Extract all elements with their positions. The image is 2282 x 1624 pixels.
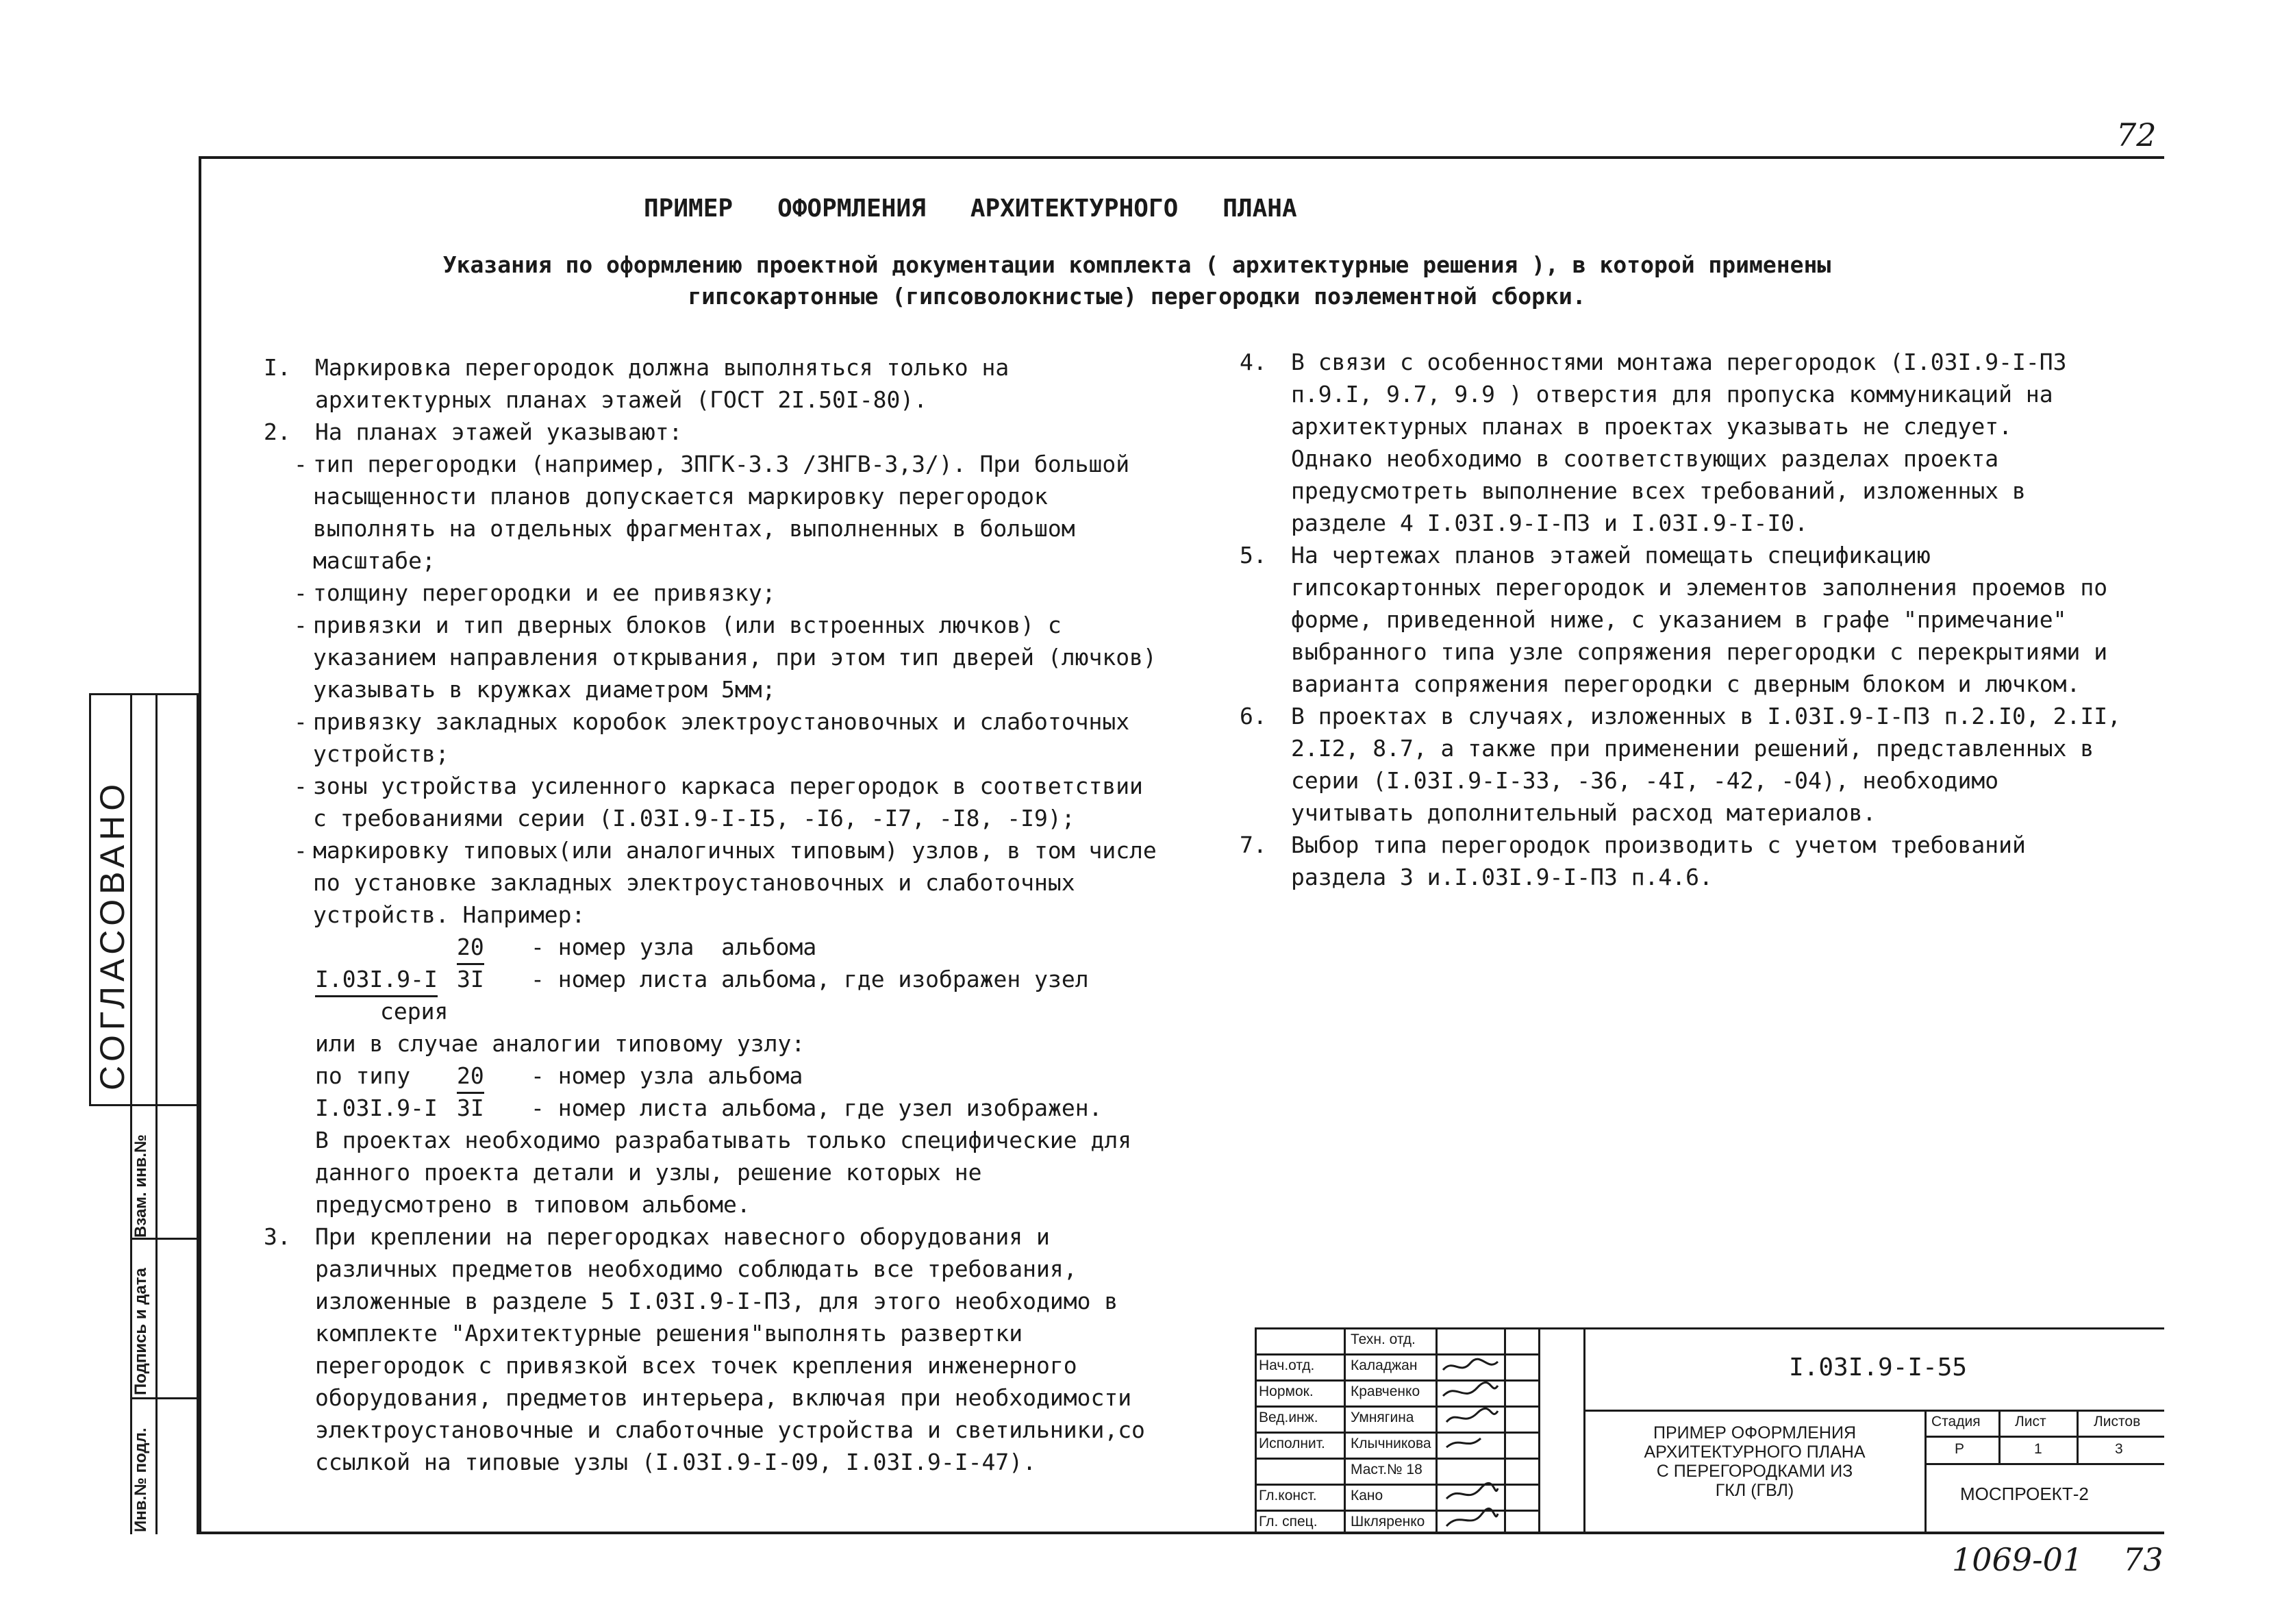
- dash-text: привязку закладных коробок электроустановочных и слаботочных устройств;: [313, 708, 1130, 767]
- ex2-node-desc: - номер узла альбома: [531, 1062, 803, 1089]
- role-label: Нормок.: [1259, 1384, 1314, 1399]
- sheets-label: Листов: [2094, 1414, 2141, 1429]
- item-number: I.: [264, 354, 291, 381]
- sheet-label: Лист: [2015, 1414, 2046, 1429]
- list-item: [1240, 346, 2123, 442]
- sheet-value: 1: [2034, 1441, 2042, 1457]
- dash-item: - зоны устройства усиленного каркаса перегородок в соответствии с требованиями серии (I.03I.9-I-I5, -I6, -I7, -I8, -I9);: [294, 770, 1168, 834]
- frame-left-border: [199, 156, 201, 1534]
- description-line: ГКЛ (ГВЛ): [1715, 1481, 1794, 1500]
- role-label: Вед.инж.: [1259, 1410, 1318, 1425]
- ex2-sheet-number: 3I: [457, 1095, 484, 1121]
- item-number: 2.: [264, 419, 291, 445]
- role-label: Гл.конст.: [1259, 1488, 1317, 1503]
- dash-item: - привязки и тип дверных блоков (или встроенных лючков) с указанием направления открывания, при этом тип дверей (лючков) указывать в кружках диаметром 5мм;: [294, 609, 1168, 705]
- stage-label: Стадия: [1931, 1414, 1981, 1429]
- replace-inventory-label: Взам. инв.№: [131, 1134, 150, 1238]
- signatures: [1440, 1355, 1501, 1533]
- list-item: [264, 416, 1168, 448]
- description-line: АРХИТЕКТУРНОГО ПЛАНА: [1644, 1442, 1866, 1462]
- page-title: ПРИМЕР ОФОРМЛЕНИЯ АРХИТЕКТУРНОГО ПЛАНА: [644, 195, 1297, 223]
- item-text: На планах этажей указывают:: [315, 419, 683, 445]
- ex1-series-label: серия: [380, 998, 449, 1025]
- description-line: С ПЕРЕГОРОДКАМИ ИЗ: [1656, 1462, 1853, 1481]
- list-item: [1240, 829, 2123, 893]
- item-text: В связи с особенностями монтажа перегородок (I.03I.9-I-ПЗ п.9.I, 9.7, 9.9 ) отверстия для пропуска коммуникаций на архитектурных планах в проектах указывать не следует.: [1291, 349, 2067, 440]
- example-1-line-3: [264, 995, 1168, 1027]
- dash-text: тип перегородки (например, 3ПГК-3.3 /3НГВ-3,3/). При большой насыщенности планов допускается маркировку перегородок выполнять на отдельных фрагментах, выполненных в большом масштабе;: [313, 451, 1130, 574]
- role-label: Гл. спец.: [1259, 1514, 1318, 1529]
- ex1-node-number: 20: [457, 931, 484, 965]
- title-block-header: Техн. отд.: [1351, 1332, 1416, 1347]
- item-number: 6.: [1240, 703, 1267, 729]
- item-number: 7.: [1240, 832, 1267, 858]
- stage-value: Р: [1955, 1441, 1965, 1457]
- person-name: Кано: [1351, 1488, 1383, 1503]
- person-name: Клычникова: [1351, 1436, 1431, 1451]
- right-column: [1240, 346, 2123, 893]
- original-inventory-label: Инв.№ подл.: [131, 1427, 150, 1532]
- ex1-sheet-number: 3I: [457, 966, 484, 992]
- note-text: В проектах необходимо разрабатывать только специфические для данного проекта детали и узлы, решение которых не предусмотрено в типовом альбоме.: [315, 1127, 1132, 1218]
- sheets-value: 3: [2115, 1441, 2123, 1457]
- ex2-sheet-desc: - номер листа альбома, где узел изображен.: [531, 1095, 1103, 1121]
- item-text: Выбор типа перегородок производить с учетом требований раздела 3 и.I.03I.9-I-ПЗ п.4.6.: [1291, 832, 2026, 890]
- example-1-line-2: [264, 963, 1168, 995]
- dash-item: - маркировку типовых(или аналогичных типовым) узлов, в том числе по установке закладных электроустановочных и слаботочных устройств. Например:: [294, 834, 1168, 931]
- dash-text: толщину перегородки и ее привязку;: [313, 579, 776, 606]
- dash-text: зоны устройства усиленного каркаса перегородок в соответствии с требованиями серии (I.03I.9-I-I5, -I6, -I7, -I8, -I9);: [313, 773, 1143, 832]
- example-2-line-1: [264, 1060, 1168, 1092]
- side-approval-stamp: [89, 693, 199, 1534]
- ex2-node-number: 20: [457, 1060, 484, 1094]
- list-item: [264, 1221, 1168, 1478]
- bottom-page-number: 73: [2123, 1541, 2164, 1578]
- archive-number: 1069-01: [1952, 1541, 2083, 1578]
- item-number: 4.: [1240, 349, 1267, 375]
- list-item: [1240, 539, 2123, 700]
- person-name: Каладжан: [1351, 1358, 1418, 1373]
- ex1-series-code: I.03I.9-I: [315, 963, 438, 997]
- organization-name: МОСПРОЕКТ-2: [1960, 1484, 2089, 1504]
- dash-item: - толщину перегородки и ее привязку;: [294, 577, 1168, 609]
- item-number: 3.: [264, 1223, 291, 1250]
- page-subtitle: Указания по оформлению проектной документации комплекта ( архитектурные решения ), в которой применены гипсокартонные (гипсоволокнистые) перегородки поэлементной сборки.: [442, 251, 1831, 310]
- dash-item: - тип перегородки (например, 3ПГК-3.3 /3НГВ-3,3/). При большой насыщенности планов допускается маркировку перегородок выполнять на отдельных фрагментах, выполненных в большом масштабе;: [294, 448, 1168, 577]
- item-continuation: Однако необходимо в соответствующих разделах проекта предусмотреть выполнение всех требований, изложенных в разделе 4 I.03I.9-I-ПЗ и I.03I.9-I-I0.: [1291, 445, 2026, 536]
- list-item: [264, 351, 1168, 416]
- document-code: I.03I.9-I-55: [1789, 1353, 1968, 1382]
- signature-date-label: Подпись и дата: [131, 1268, 150, 1395]
- person-name: Маст.№ 18: [1351, 1462, 1422, 1477]
- item-text: На чертежах планов этажей помещать спецификацию гипсокартонных перегородок и элементов заполнения проемов по форме, приведенной ниже, с указанием в графе "примечание" выбранного типа узле сопряжения перегородки с перекрытиями и варианта сопряжения перегородки с дверным блоком и лючком.: [1291, 542, 2108, 697]
- item-text: Маркировка перегородок должна выполняться только на архитектурных планах этажей (ГОСТ 2I.50I-80).: [315, 354, 1010, 413]
- role-label: Нач.отд.: [1259, 1358, 1315, 1373]
- item-text: В проектах в случаях, изложенных в I.03I.9-I-ПЗ п.2.I0, 2.II, 2.I2, 8.7, а также при применении решений, представленных в серии (I.03I.9-I-33, -36, -4I, -42, -04), необходимо учитывать дополнительный расход материалов.: [1291, 703, 2121, 826]
- example-2-line-2: [264, 1092, 1168, 1124]
- ex2-series-code: I.03I.9-I: [315, 1095, 438, 1121]
- page-number: 72: [2116, 116, 2157, 153]
- list-item: [1240, 700, 2123, 829]
- frame-top-border: [199, 156, 2164, 159]
- description-line: ПРИМЕР ОФОРМЛЕНИЯ: [1653, 1423, 1856, 1442]
- dash-item: - привязку закладных коробок электроустановочных и слаботочных устройств;: [294, 705, 1168, 770]
- dash-text: привязки и тип дверных блоков (или встроенных лючков) с указанием направления открывания, при этом тип дверей (лючков) указывать в кружках диаметром 5мм;: [313, 612, 1157, 703]
- ex1-sheet-desc: - номер листа альбома, где изображен узел: [531, 966, 1089, 992]
- title-block: [1255, 1327, 2164, 1534]
- analogy-text: или в случае аналогии типовому узлу:: [315, 1030, 805, 1057]
- dash-text: маркировку типовых(или аналогичных типовым) узлов, в том числе по установке закладных электроустановочных и слаботочных устройств. Например:: [313, 837, 1157, 928]
- person-name: Кравченко: [1351, 1384, 1420, 1399]
- agreed-label: СОГЛАСОВАНО: [93, 779, 131, 1090]
- person-name: Умнягина: [1351, 1410, 1414, 1425]
- item-number: 5.: [1240, 542, 1267, 569]
- left-column: [264, 351, 1168, 1478]
- ex2-prefix: по типу: [315, 1062, 411, 1089]
- ex1-node-desc: - номер узла альбома: [531, 934, 817, 960]
- role-label: Исполнит.: [1259, 1436, 1325, 1451]
- example-1-line-1: [264, 931, 1168, 963]
- item-text: При креплении на перегородках навесного оборудования и различных предметов необходимо соблюдать все требования, изложенные в разделе 5 I.03I.9-I-ПЗ, для этого необходимо в комплекте "Архитектурные решения"выполнять развертки перегородок с привязкой всех точек крепления инженерного оборудования, предметов интерьера, включая при необходимости электроустановочные и слаботочные устройства и светильники,со ссылкой на типовые узлы (I.03I.9-I-09, I.03I.9-I-47).: [315, 1223, 1145, 1475]
- person-name: Шкляренко: [1351, 1514, 1425, 1529]
